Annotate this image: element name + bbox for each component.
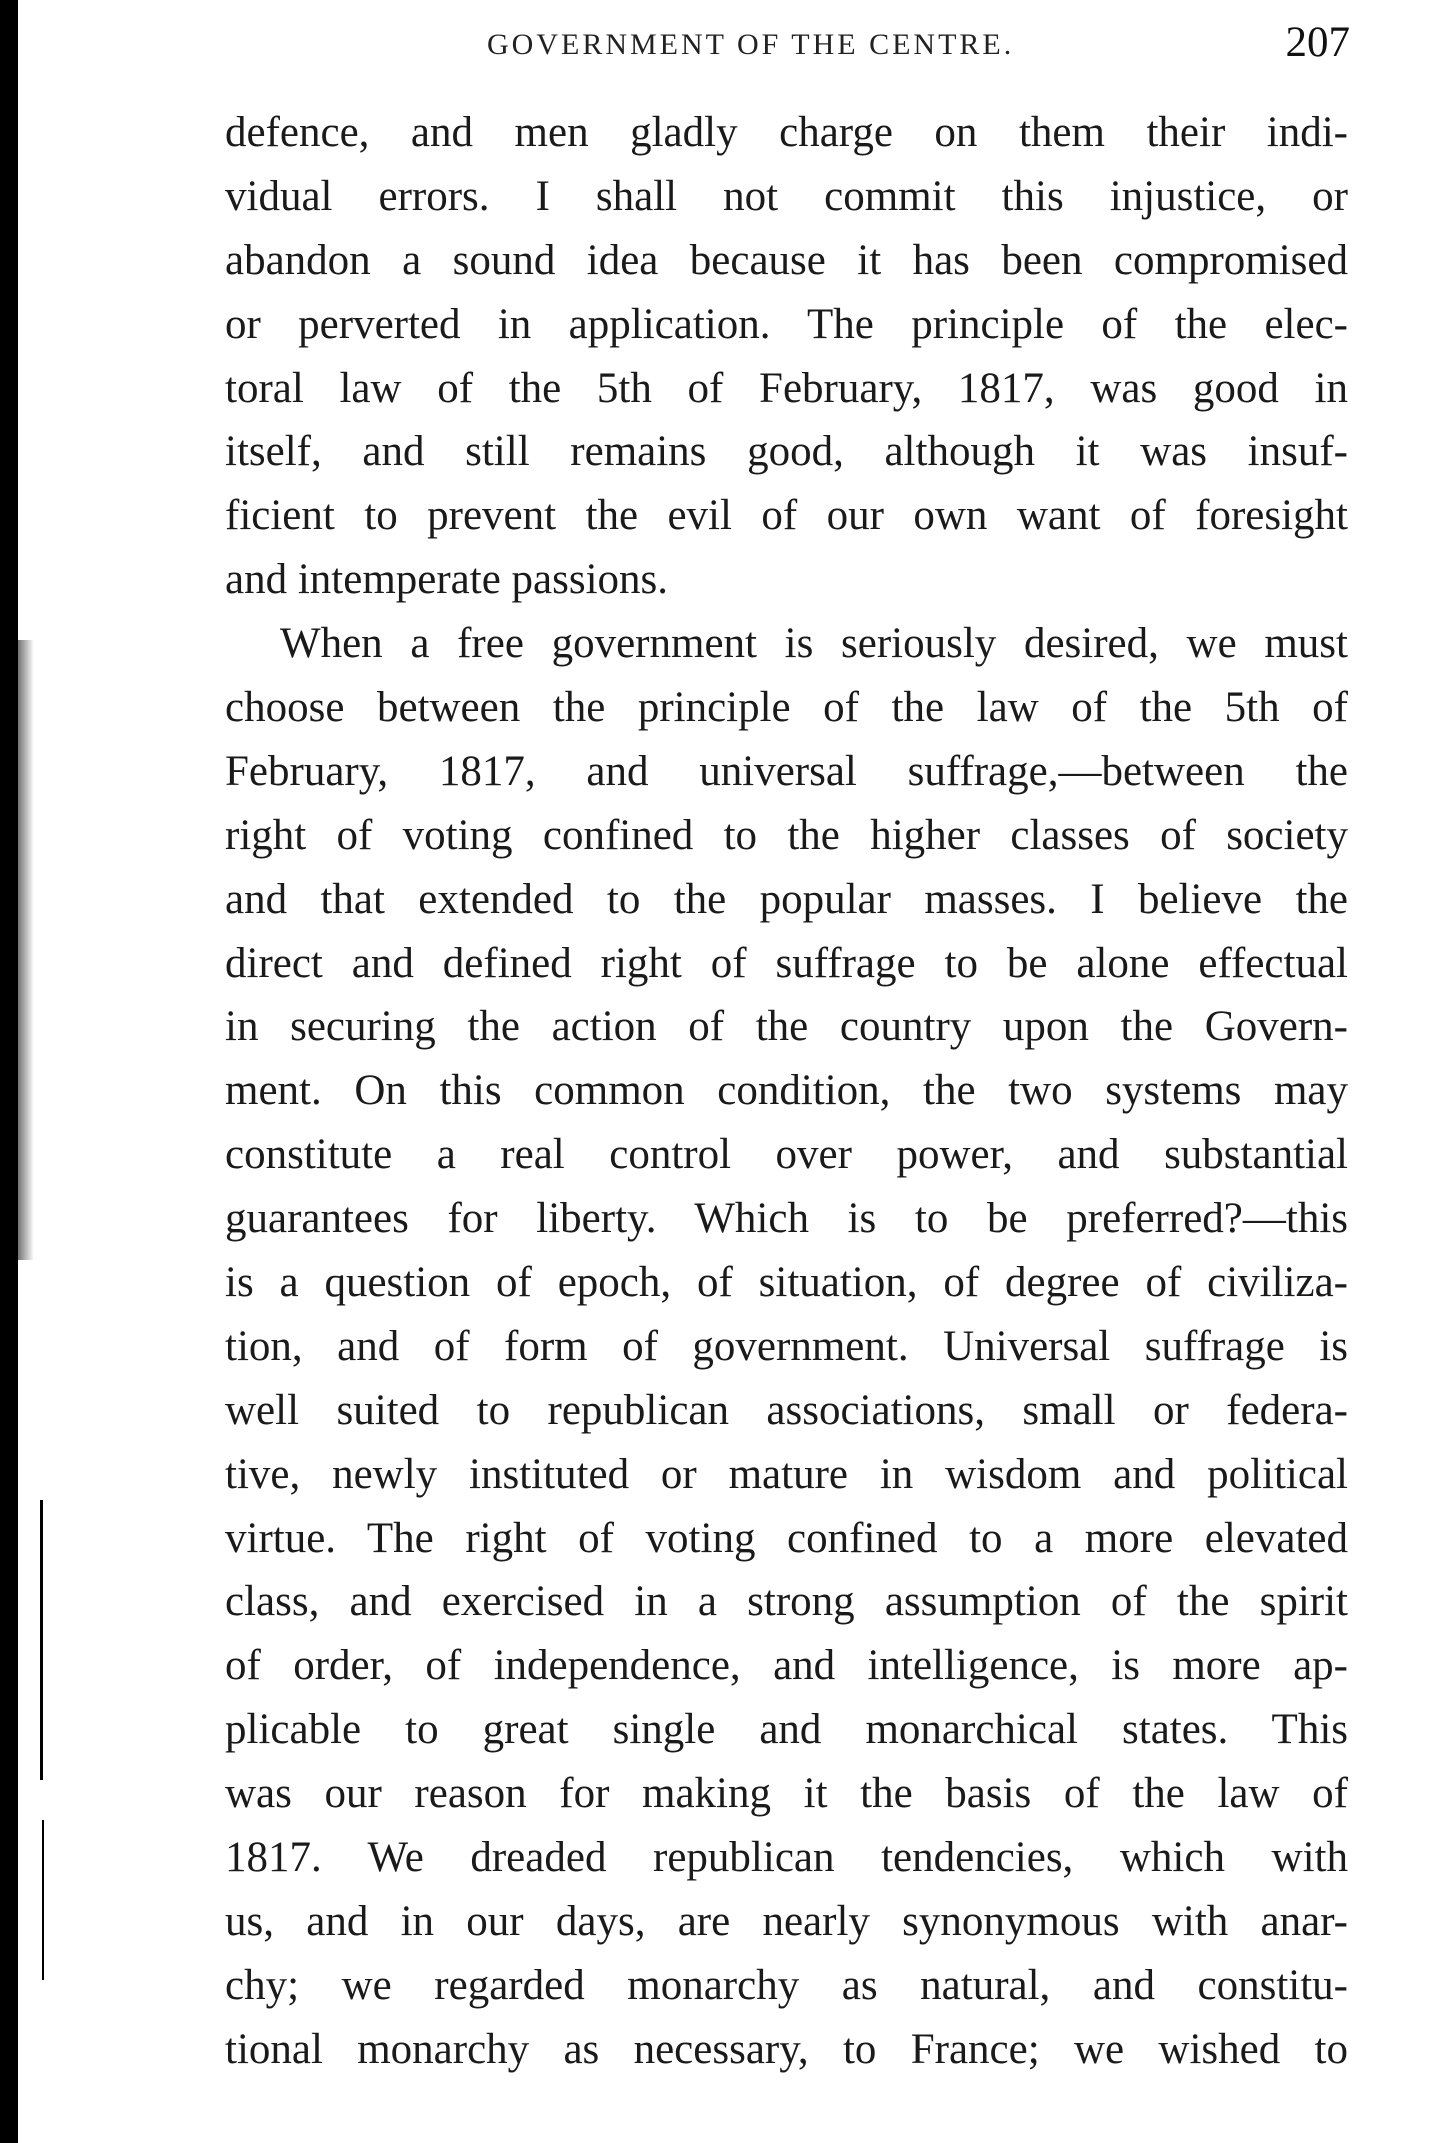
text-line: is a question of epoch, of situation, of degree of civiliza- bbox=[225, 1259, 1348, 1307]
text-line: and intemperate passions. bbox=[225, 556, 669, 604]
text-line: plicable to great single and monarchical states. This bbox=[225, 1706, 1348, 1754]
text-line: well suited to republican associations, small or federa- bbox=[225, 1386, 1348, 1434]
text-line: and that extended to the popular masses. I believe the bbox=[225, 875, 1348, 923]
text-line: abandon a sound idea because it has been compromised bbox=[225, 236, 1348, 284]
scan-speck bbox=[42, 1820, 44, 1980]
running-head bbox=[225, 14, 1350, 74]
text-line: defence, and men gladly charge on them their indi- bbox=[225, 109, 1348, 156]
running-title: GOVERNMENT OF THE CENTRE. bbox=[487, 28, 1015, 61]
paragraph bbox=[225, 101, 1348, 612]
text-line: of order, of independence, and intelligence, is more ap- bbox=[225, 1642, 1348, 1690]
text-line: constitute a real control over power, and substantial bbox=[225, 1131, 1348, 1179]
text-line: guarantees for liberty. Which is to be preferred?—this bbox=[225, 1195, 1348, 1243]
text-line: ficient to prevent the evil of our own want of foresight bbox=[225, 492, 1348, 540]
text-line: When a free government is seriously desired, we must bbox=[280, 620, 1348, 668]
page-binding-edge bbox=[0, 0, 18, 2143]
scan-speck bbox=[40, 1500, 43, 1780]
text-line: virtue. The right of voting confined to a more elevated bbox=[225, 1514, 1348, 1562]
text-line: choose between the principle of the law of the 5th of bbox=[225, 684, 1348, 732]
paragraph bbox=[225, 612, 1348, 2081]
text-line: class, and exercised in a strong assumption of the spirit bbox=[225, 1578, 1348, 1626]
text-line: right of voting confined to the higher classes of society bbox=[225, 811, 1348, 859]
text-line: tional monarchy as necessary, to France; we wished to bbox=[225, 2025, 1348, 2073]
text-line: February, 1817, and universal suffrage,—between the bbox=[225, 747, 1348, 795]
text-line: vidual errors. I shall not commit this injustice, or bbox=[225, 172, 1348, 220]
text-line: was our reason for making it the basis of the law of bbox=[225, 1770, 1348, 1818]
text-line: itself, and still remains good, although it was insuf- bbox=[225, 428, 1348, 476]
text-line: ment. On this common condition, the two systems may bbox=[225, 1067, 1348, 1115]
text-line: tion, and of form of government. Universal suffrage is bbox=[225, 1322, 1348, 1370]
text-line: or perverted in application. The principle of the elec- bbox=[225, 300, 1348, 348]
text-line: us, and in our days, are nearly synonymous with anar- bbox=[225, 1897, 1348, 1945]
text-line: tive, newly instituted or mature in wisdom and political bbox=[225, 1450, 1348, 1498]
text-line: 1817. We dreaded republican tendencies, which with bbox=[225, 1834, 1348, 1882]
text-line: chy; we regarded monarchy as natural, and constitu- bbox=[225, 1961, 1348, 2009]
page-number: 207 bbox=[1285, 19, 1350, 66]
text-line: direct and defined right of suffrage to be alone effectual bbox=[225, 939, 1348, 987]
text-line: toral law of the 5th of February, 1817, was good in bbox=[225, 364, 1348, 412]
text-line: in securing the action of the country upon the Govern- bbox=[225, 1003, 1348, 1051]
body-text bbox=[225, 101, 1348, 2082]
